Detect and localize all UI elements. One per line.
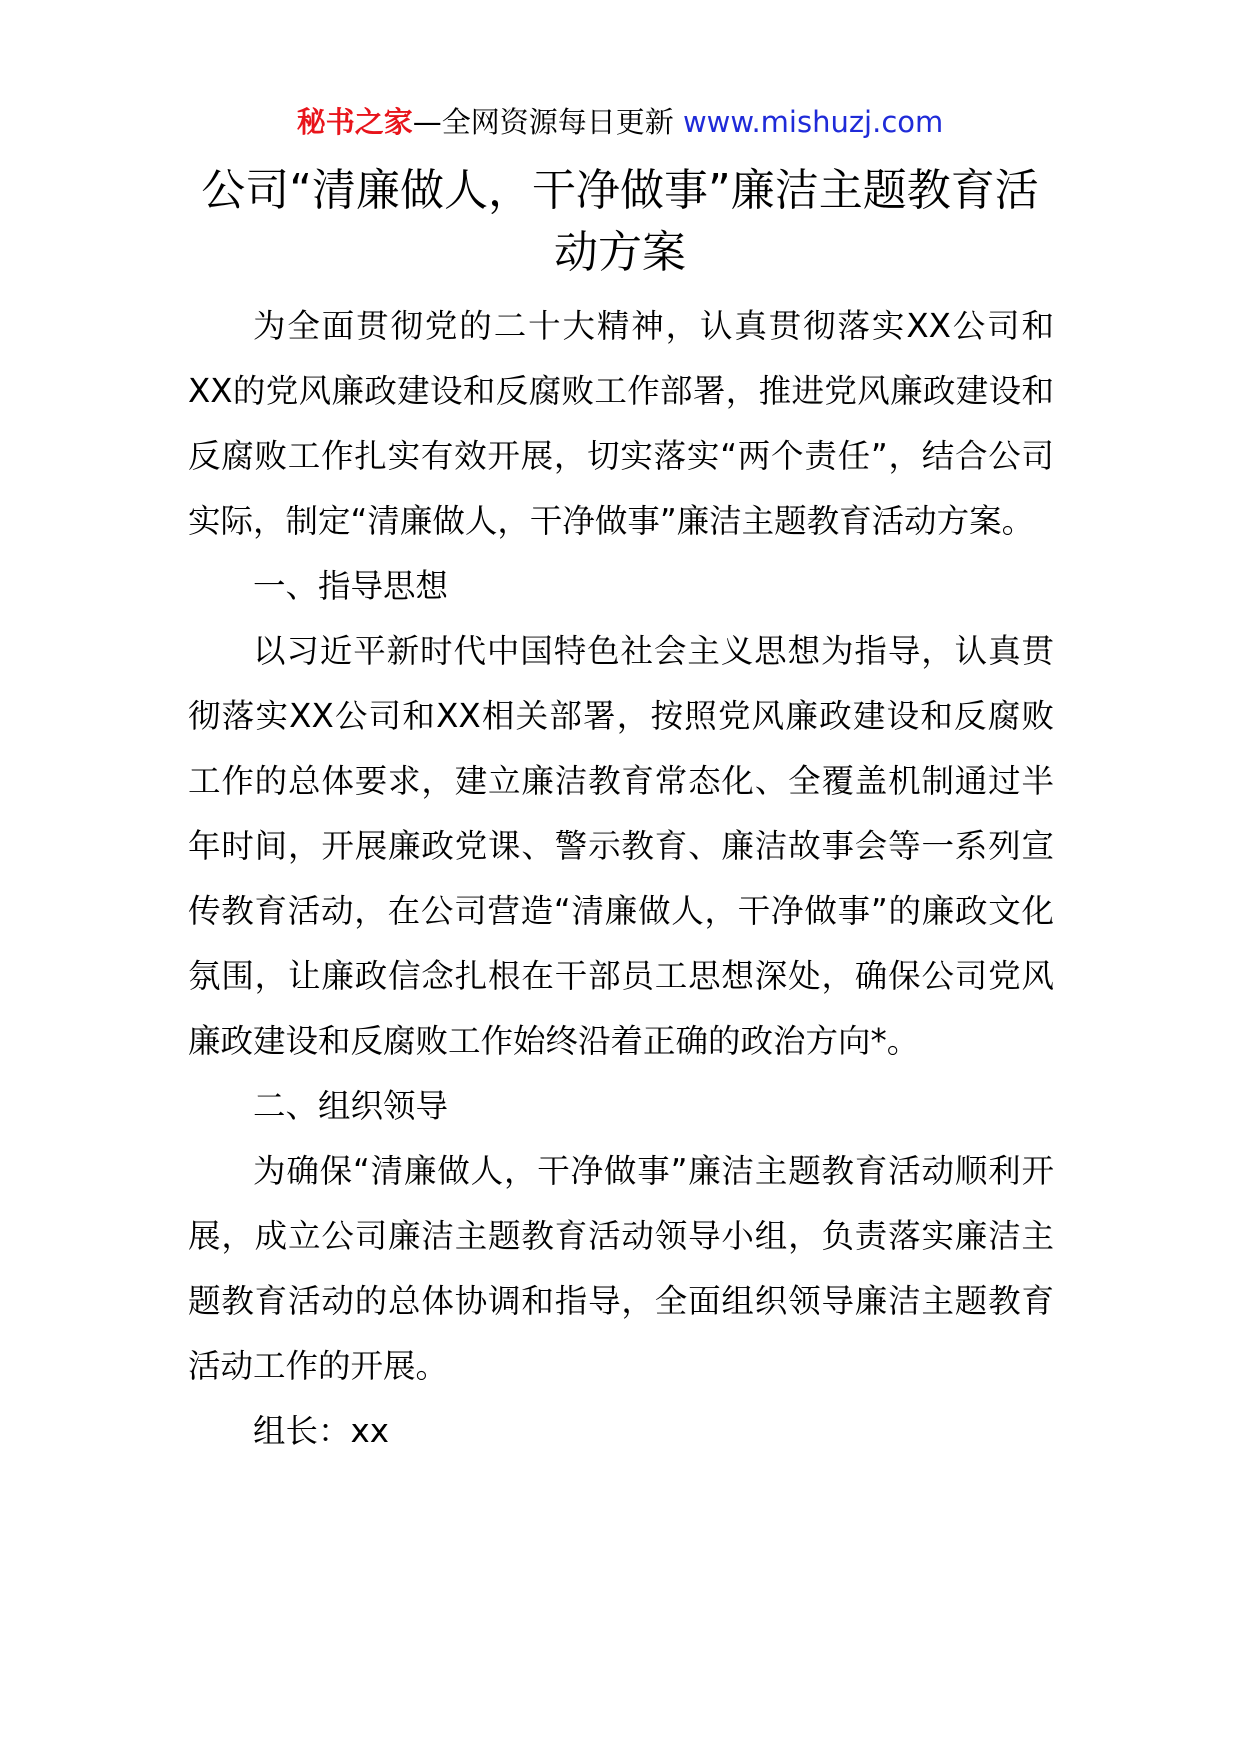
document-title: 公司“清廉做人，干净做事”廉洁主题教育活动方案: [201, 165, 1039, 278]
site-banner: [0, 102, 1240, 142]
banner-url[interactable]: www.mishuzj.com: [682, 105, 944, 139]
section-heading-organization: 二、组织领导: [253, 1087, 449, 1125]
banner-tagline: —全网资源每日更新: [412, 105, 674, 139]
section-heading-guiding-ideology: 一、指导思想: [253, 567, 449, 605]
banner-brand: 秘书之家: [296, 105, 413, 139]
document-body: [188, 294, 1054, 1464]
paragraph-group-leader: 组长：xx: [253, 1412, 389, 1450]
paragraph-intro: 为全面贯彻党的二十大精神，认真贯彻落实XX公司和XX的党风廉政建设和反腐败工作部署，推进党风廉政建设和反腐败工作扎实有效开展，切实落实“两个责任”，结合公司实际，制定“清廉做人，干净做事”廉洁主题教育活动方案。: [188, 307, 1054, 540]
paragraph-guiding-ideology: 以习近平新时代中国特色社会主义思想为指导，认真贯彻落实XX公司和XX相关部署，按照党风廉政建设和反腐败工作的总体要求，建立廉洁教育常态化、全覆盖机制通过半年时间，开展廉政党课、警示教育、廉洁故事会等一系列宣传教育活动，在公司营造“清廉做人，干净做事”的廉政文化氛围，让廉政信念扎根在干部员工思想深处，确保公司党风廉政建设和反腐败工作始终沿着正确的政治方向*。: [188, 632, 1054, 1060]
paragraph-organization: 为确保“清廉做人，干净做事”廉洁主题教育活动顺利开展，成立公司廉洁主题教育活动领导小组，负责落实廉洁主题教育活动的总体协调和指导，全面组织领导廉洁主题教育活动工作的开展。: [188, 1152, 1054, 1385]
